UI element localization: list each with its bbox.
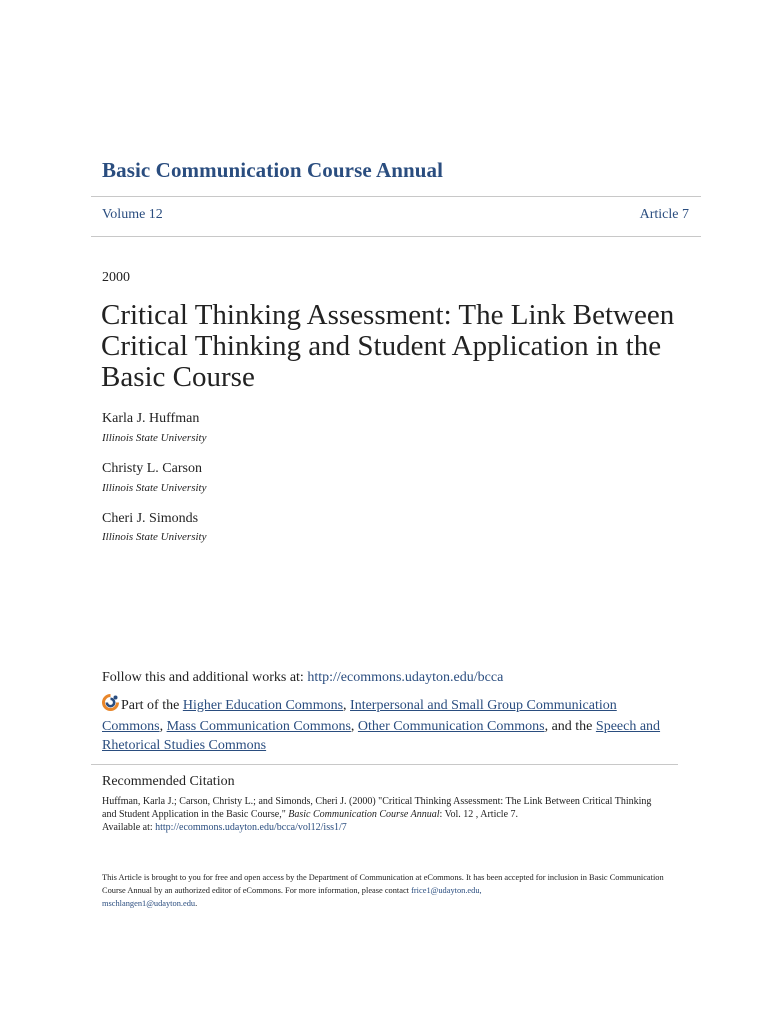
- separator: ,: [159, 719, 167, 734]
- citation-volume: : Vol. 12 , Article 7.: [439, 809, 519, 820]
- article-title: Critical Thinking Assessment: The Link Between Critical Thinking and Student Application in the Basic Course: [101, 299, 675, 393]
- follow-line: [102, 670, 503, 686]
- author-name: Christy L. Carson: [102, 461, 202, 476]
- mass-communication-commons-link[interactable]: Mass Communication Commons: [166, 719, 351, 734]
- contact-email-link-2[interactable]: mschlangen1@udayton.edu: [102, 899, 196, 908]
- divider-citation: [91, 764, 678, 765]
- volume-link[interactable]: Volume 12: [102, 207, 163, 222]
- other-communication-commons-link[interactable]: Other Communication Commons: [357, 719, 545, 734]
- separator: ,: [343, 698, 351, 713]
- author-name: Cheri J. Simonds: [102, 511, 199, 526]
- author-name: Karla J. Huffman: [102, 411, 200, 426]
- citation-journal: Basic Communication Course Annual: [288, 809, 440, 820]
- open-access-icon: [102, 694, 119, 717]
- citation-text: [102, 795, 662, 834]
- article-link[interactable]: Article 7: [639, 207, 689, 222]
- separator: , and the: [544, 719, 596, 734]
- part-of-line: [102, 694, 662, 755]
- author-affiliation: Illinois State University: [102, 482, 207, 494]
- divider-mid: [91, 236, 701, 237]
- divider-top: [91, 196, 701, 197]
- contact-email-link[interactable]: frice1@udayton.edu,: [411, 886, 482, 895]
- citation-heading: Recommended Citation: [102, 774, 235, 789]
- footer-end: .: [195, 899, 198, 908]
- speech-rhetorical-commons-link[interactable]: Speech and Rhetorical Studies Commons: [102, 719, 661, 753]
- author-affiliation: Illinois State University: [102, 531, 207, 543]
- available-label: Available at:: [102, 822, 156, 833]
- follow-label: Follow this and additional works at:: [102, 670, 308, 685]
- higher-education-commons-link[interactable]: Higher Education Commons: [182, 698, 344, 713]
- interpersonal-communication-commons-link[interactable]: Interpersonal and Small Group Communication Commons: [102, 698, 617, 734]
- publication-year: 2000: [102, 270, 130, 285]
- article-url-link[interactable]: http://ecommons.udayton.edu/bcca/vol12/iss1/7: [155, 822, 347, 833]
- collection-link[interactable]: http://ecommons.udayton.edu/bcca: [307, 670, 504, 685]
- footer-notice: [102, 871, 682, 910]
- citation-body: Huffman, Karla J.; Carson, Christy L.; and Simonds, Cheri J. (2000) "Critical Thinking Assessment: The Link Between Critical Thinking and Student Application in the Basic Course,": [102, 796, 652, 820]
- journal-title[interactable]: Basic Communication Course Annual: [102, 158, 444, 182]
- separator: ,: [350, 719, 358, 734]
- author-affiliation: Illinois State University: [102, 432, 207, 444]
- part-of-prefix: Part of the: [121, 698, 183, 713]
- footer-text: This Article is brought to you for free and open access by the Department of Communication at eCommons. It has been accepted for inclusion in Basic Communication Course Annual by an authorized editor of eCommons. For more information, please contact: [102, 873, 664, 895]
